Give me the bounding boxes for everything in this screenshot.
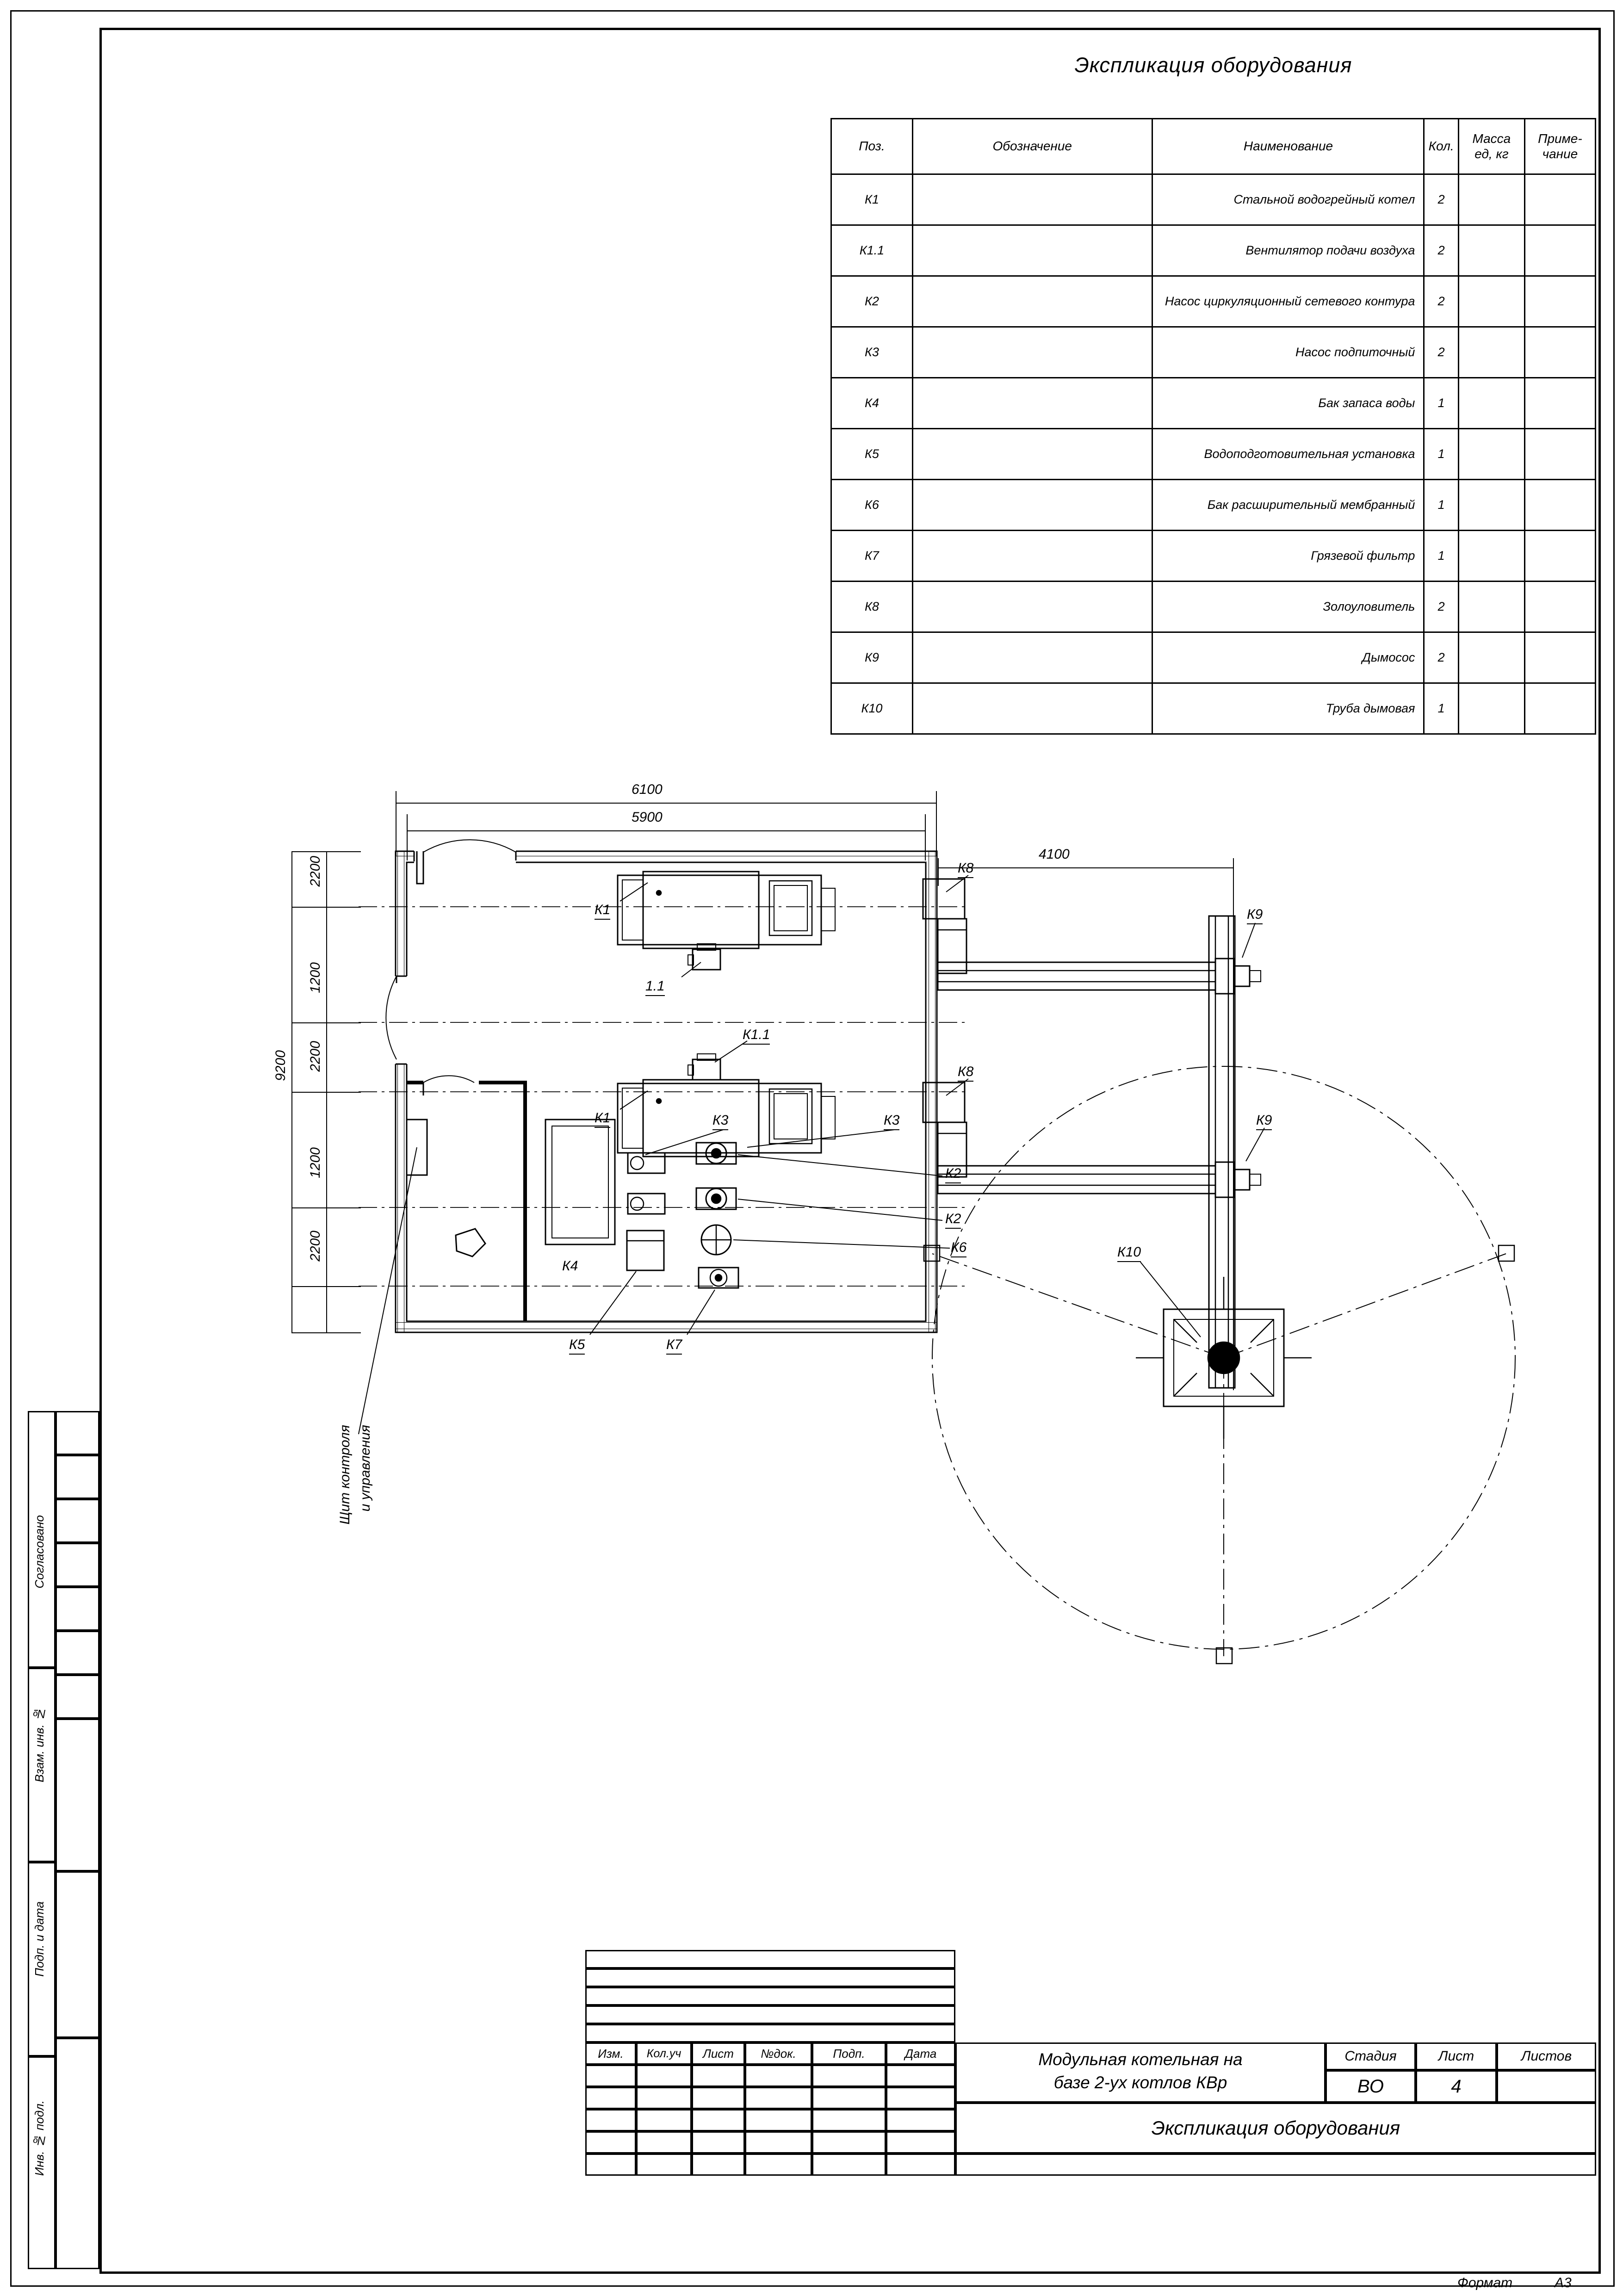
cell-kol: 1: [1424, 480, 1458, 531]
table-row: [831, 531, 1596, 582]
cell-pos: К8: [831, 582, 913, 632]
tb-cell: [585, 2005, 955, 2024]
spec-col-name: Наименование: [1152, 119, 1424, 174]
cell-note: [1524, 531, 1595, 582]
tb-cell: [585, 2065, 636, 2087]
cell-note: [1524, 174, 1595, 225]
tb-col-izm: Изм.: [585, 2042, 636, 2065]
label-k6: К6: [951, 1240, 966, 1257]
tb-cell: [585, 1950, 955, 1968]
tb-col-data: Дата: [886, 2042, 955, 2065]
cell-name: Насос подпиточный: [1152, 327, 1424, 378]
cell-name: Водоподготовительная установка: [1152, 429, 1424, 480]
dim-ext: [407, 814, 408, 860]
spec-col-mass-l1: Масса: [1472, 131, 1511, 146]
tb-stadia-label: Стадия: [1326, 2042, 1416, 2070]
tb-cell: [692, 2065, 745, 2087]
stamp-cell: [56, 1499, 99, 1543]
spec-col-mass: [1458, 119, 1524, 174]
tb-cell: [745, 2109, 812, 2131]
dim-text-6100: 6100: [632, 782, 663, 797]
stamp-cell: [56, 1675, 99, 1719]
dim-seg-3: 2200: [308, 1041, 323, 1072]
cell-pos: К6: [831, 480, 913, 531]
cell-pos: К4: [831, 378, 913, 429]
cell-pos: К5: [831, 429, 913, 480]
dim-seg-1: 2200: [308, 856, 323, 887]
label-k2-a: К2: [945, 1166, 961, 1183]
spec-table: [830, 118, 1596, 735]
cell-kol: 2: [1424, 327, 1458, 378]
label-k10: К10: [1117, 1244, 1141, 1262]
label-k8-bottom: К8: [958, 1064, 973, 1082]
stamp-cell: [56, 1411, 99, 1455]
cell-mass: [1458, 276, 1524, 327]
dim-seg-4: 1200: [308, 1147, 323, 1178]
cell-pos: К1.1: [831, 225, 913, 276]
cell-kol: 2: [1424, 582, 1458, 632]
tb-cell: [692, 2109, 745, 2131]
tb-cell: [812, 2087, 886, 2109]
cell-kol: 1: [1424, 429, 1458, 480]
table-row: [831, 276, 1596, 327]
tb-cell: [585, 2024, 955, 2042]
tb-cell: [636, 2131, 692, 2154]
spec-col-mass-l2: ед, кг: [1474, 146, 1509, 161]
stamp-cell: [56, 1587, 99, 1631]
cell-note: [1524, 429, 1595, 480]
tb-project-line2: базе 2-ух котлов КВр: [1053, 2073, 1227, 2092]
label-k9-top: К9: [1247, 907, 1263, 924]
tb-cell: [692, 2154, 745, 2176]
cell-note: [1524, 378, 1595, 429]
tb-cell: [585, 1968, 955, 1987]
dim-line-4100: [938, 867, 1234, 868]
dim-tick: [291, 1332, 361, 1333]
cell-oboz: [912, 378, 1152, 429]
cell-pos: К9: [831, 632, 913, 683]
cell-oboz: [912, 480, 1152, 531]
table-row: [831, 480, 1596, 531]
cell-name: Насос циркуляционный сетевого контура: [1152, 276, 1424, 327]
cell-mass: [1458, 582, 1524, 632]
tb-cell: [745, 2154, 812, 2176]
dim-ext: [925, 814, 926, 860]
table-row: [831, 378, 1596, 429]
stamp-cell: [56, 1455, 99, 1499]
tb-cell: [636, 2065, 692, 2087]
format-value: А3: [1555, 2275, 1572, 2290]
dim-line-5900: [407, 830, 926, 831]
cell-kol: 2: [1424, 632, 1458, 683]
cell-oboz: [912, 276, 1152, 327]
tb-cell: [745, 2065, 812, 2087]
tb-cell: [812, 2109, 886, 2131]
cell-note: [1524, 225, 1595, 276]
tb-listov-label: Листов: [1497, 2042, 1596, 2070]
label-control-panel-l2: и управления: [358, 1425, 373, 1512]
cell-note: [1524, 582, 1595, 632]
stamp-cell: [56, 1631, 99, 1675]
cell-note: [1524, 276, 1595, 327]
dim-text-9200: 9200: [273, 1050, 288, 1081]
cell-note: [1524, 683, 1595, 734]
cell-oboz: [912, 429, 1152, 480]
tb-cell: [886, 2154, 955, 2176]
tb-cell: [585, 2087, 636, 2109]
table-row: [831, 327, 1596, 378]
tb-cell: [636, 2109, 692, 2131]
spec-col-note: [1524, 119, 1595, 174]
cell-note: [1524, 632, 1595, 683]
dim-tick: [291, 1286, 361, 1287]
tb-cell: [886, 2131, 955, 2154]
cell-mass: [1458, 174, 1524, 225]
table-row: [831, 582, 1596, 632]
dim-ext: [938, 858, 939, 886]
cell-oboz: [912, 225, 1152, 276]
cell-name: Стальной водогрейный котел: [1152, 174, 1424, 225]
dim-seg-2: 1200: [308, 962, 323, 993]
tb-cell: [692, 2131, 745, 2154]
label-control-panel: [336, 1425, 354, 1524]
tb-cell: [636, 2154, 692, 2176]
cell-mass: [1458, 429, 1524, 480]
tb-project-line1: Модульная котельная на: [1038, 2050, 1243, 2069]
spec-col-pos: Поз.: [831, 119, 913, 174]
label-k1-bottom: К1: [595, 1110, 610, 1128]
tb-col-koluch: Кол.уч: [636, 2042, 692, 2065]
tb-cell: [585, 1987, 955, 2005]
stamp-label-podp: Подп. и дата: [32, 1901, 46, 1977]
tb-cell: [812, 2131, 886, 2154]
spec-title: Экспликация оборудования: [1074, 53, 1352, 77]
cell-oboz: [912, 582, 1152, 632]
cell-pos: К7: [831, 531, 913, 582]
tb-col-list: Лист: [692, 2042, 745, 2065]
table-row: [831, 683, 1596, 734]
cell-pos: К1: [831, 174, 913, 225]
cell-kol: 1: [1424, 683, 1458, 734]
label-k3-b: К3: [884, 1113, 899, 1130]
spec-col-note-l2: чание: [1542, 146, 1578, 161]
cell-name: Вентилятор подачи воздуха: [1152, 225, 1424, 276]
cell-name: Бак запаса воды: [1152, 378, 1424, 429]
dim-ext: [936, 791, 937, 856]
cell-pos: К2: [831, 276, 913, 327]
cell-oboz: [912, 683, 1152, 734]
spec-col-kol: Кол.: [1424, 119, 1458, 174]
cell-name: Бак расширительный мембранный: [1152, 480, 1424, 531]
table-row: [831, 429, 1596, 480]
tb-cell: [955, 2154, 1596, 2176]
dim-ext: [1233, 858, 1234, 1390]
dim-seg-5: 2200: [308, 1231, 323, 1262]
cell-mass: [1458, 225, 1524, 276]
table-row: [831, 632, 1596, 683]
equipment-specification: [830, 28, 1596, 844]
boiler-house-plan: [99, 782, 1596, 1934]
stamp-cell: [56, 2038, 99, 2269]
tb-list-value: 4: [1416, 2070, 1497, 2103]
tb-cell: [812, 2065, 886, 2087]
table-row: [831, 174, 1596, 225]
table-row: [831, 225, 1596, 276]
cell-name: Золоуловитель: [1152, 582, 1424, 632]
tb-list-label: Лист: [1416, 2042, 1497, 2070]
cell-note: [1524, 480, 1595, 531]
cell-kol: 1: [1424, 531, 1458, 582]
cell-kol: 2: [1424, 225, 1458, 276]
stamp-label-soglasovano: Согласовано: [32, 1515, 46, 1589]
tb-cell: [636, 2087, 692, 2109]
tb-sheet-title: Экспликация оборудования: [1151, 2117, 1400, 2139]
tb-cell: [886, 2087, 955, 2109]
stamp-cell: [56, 1719, 99, 1871]
tb-cell: [886, 2109, 955, 2131]
cell-mass: [1458, 327, 1524, 378]
dim-tick: [291, 1092, 361, 1093]
label-k3-a: К3: [712, 1113, 728, 1130]
label-control-panel-2: [357, 1425, 374, 1511]
cell-name: Труба дымовая: [1152, 683, 1424, 734]
tb-cell: [745, 2131, 812, 2154]
label-k2-b: К2: [945, 1211, 961, 1229]
label-k9-bottom: К9: [1256, 1113, 1272, 1130]
spec-col-note-l1: Приме-: [1538, 131, 1582, 146]
spec-col-oboz: Обозначение: [912, 119, 1152, 174]
dim-line-6100: [396, 803, 937, 804]
label-k4: К4: [562, 1258, 578, 1274]
cell-pos: К10: [831, 683, 913, 734]
stamp-label-vzam: Взам. инв. №: [32, 1707, 46, 1782]
tb-cell: [745, 2087, 812, 2109]
cell-oboz: [912, 632, 1152, 683]
cell-name: Дымосос: [1152, 632, 1424, 683]
stamp-cell: [56, 1871, 99, 2038]
label-control-panel-l1: Щит контроля: [337, 1425, 353, 1525]
format-label: Формат: [1457, 2275, 1513, 2290]
tb-cell: [585, 2109, 636, 2131]
tb-stadia-value: ВО: [1326, 2070, 1416, 2103]
dim-text-5900: 5900: [632, 810, 663, 825]
cell-oboz: [912, 174, 1152, 225]
cell-note: [1524, 327, 1595, 378]
stamp-cell: [56, 1543, 99, 1587]
label-k1-top: К1: [595, 902, 610, 920]
tb-cell: [585, 2154, 636, 2176]
label-k11: К1.1: [743, 1027, 770, 1045]
cell-mass: [1458, 632, 1524, 683]
cell-oboz: [912, 531, 1152, 582]
label-k5: К5: [569, 1337, 585, 1355]
dim-tick: [291, 1022, 361, 1023]
tb-cell: [886, 2065, 955, 2087]
left-margin-stamp: [28, 1411, 99, 2269]
spec-header-row: [831, 119, 1596, 174]
dim-tick: [291, 1207, 361, 1208]
plan-vector: [99, 823, 1596, 1934]
tb-cell: [812, 2154, 886, 2176]
cell-kol: 1: [1424, 378, 1458, 429]
label-k8-top: К8: [958, 860, 973, 878]
cell-mass: [1458, 531, 1524, 582]
cell-kol: 2: [1424, 276, 1458, 327]
cell-name: Грязевой фильтр: [1152, 531, 1424, 582]
label-k11-leader: 1.1: [645, 978, 665, 996]
cell-mass: [1458, 683, 1524, 734]
tb-cell: [585, 2131, 636, 2154]
dim-text-4100: 4100: [1039, 847, 1070, 862]
cell-mass: [1458, 480, 1524, 531]
dim-tick: [291, 851, 361, 852]
cell-pos: К3: [831, 327, 913, 378]
tb-cell: [692, 2087, 745, 2109]
cell-oboz: [912, 327, 1152, 378]
cell-mass: [1458, 378, 1524, 429]
stamp-label-inv: Инв. № подл.: [32, 2100, 46, 2176]
dim-tick: [291, 907, 361, 908]
cell-kol: 2: [1424, 174, 1458, 225]
title-block: [585, 1950, 1596, 2269]
label-k7: К7: [666, 1337, 682, 1355]
tb-col-podp: Подп.: [812, 2042, 886, 2065]
tb-col-ndok: №док.: [745, 2042, 812, 2065]
tb-listov-value: [1497, 2070, 1596, 2103]
